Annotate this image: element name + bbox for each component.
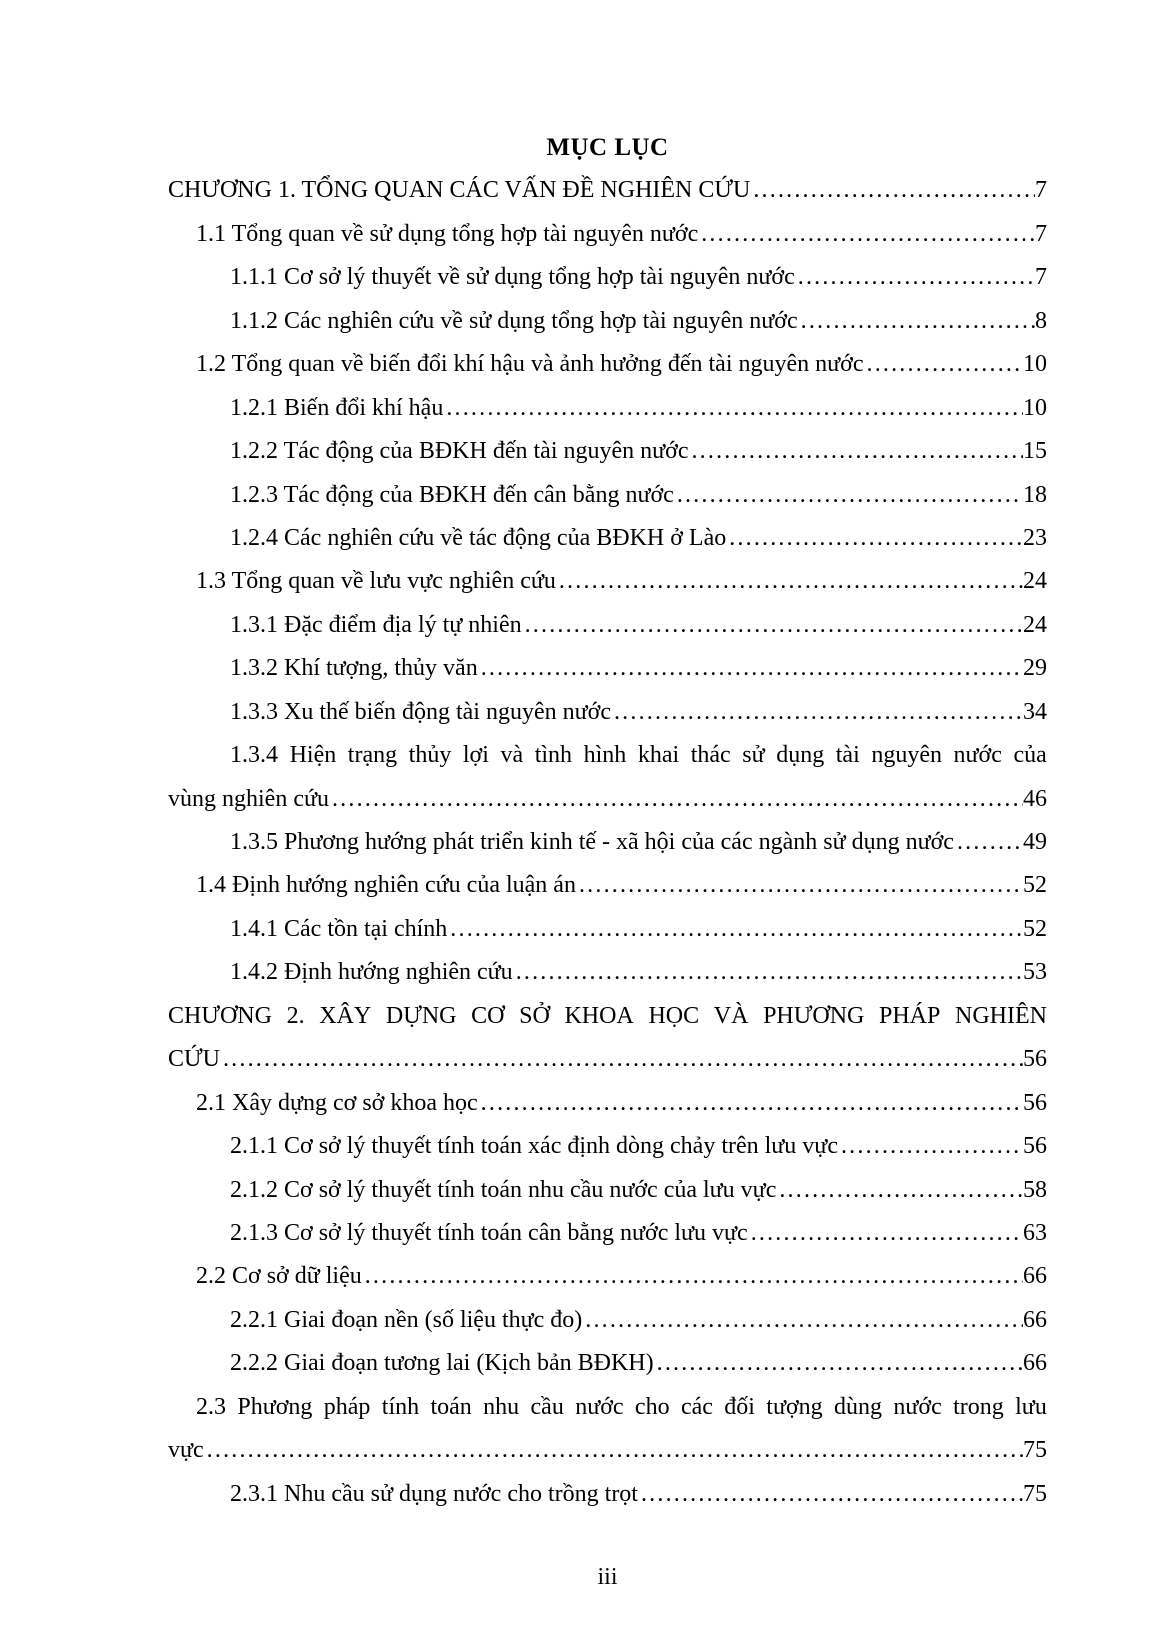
- dot-leader: [798, 300, 1035, 343]
- dot-leader: [478, 1082, 1023, 1125]
- toc-entry: [196, 1082, 1047, 1125]
- dot-leader: [443, 387, 1023, 430]
- toc-word: lưu: [1015, 1393, 1047, 1420]
- toc-word: CƠ: [471, 1002, 505, 1029]
- toc-word: nguyên: [871, 742, 942, 769]
- toc-entry: [230, 1342, 1047, 1385]
- toc-word: trạng: [347, 742, 398, 769]
- toc-entry-text: 2.1.1 Cơ sở lý thuyết tính toán xác định dòng chảy trên lưu vực: [230, 1133, 838, 1160]
- dot-leader: [688, 430, 1023, 473]
- toc-page-number: 8: [1035, 307, 1047, 334]
- toc-word: nhu: [483, 1393, 520, 1420]
- dot-leader: [726, 517, 1023, 560]
- toc-entry: [230, 691, 1047, 734]
- toc-entry: [230, 1169, 1047, 1212]
- toc-entry-continuation: CỨU: [168, 1046, 220, 1073]
- toc-word: trong: [953, 1393, 1004, 1420]
- toc-word: NGHIÊN: [955, 1002, 1047, 1029]
- toc-entry-line2: [168, 778, 1047, 821]
- toc-entry: [230, 387, 1047, 430]
- toc-entry-text: 2.2.1 Giai đoạn nền (số liệu thực đo): [230, 1306, 583, 1333]
- toc-word: của: [1013, 742, 1047, 769]
- toc-entry: [230, 474, 1047, 517]
- dot-leader: [362, 1255, 1023, 1298]
- toc-page-number: 23: [1023, 524, 1047, 551]
- toc-page-number: 53: [1023, 959, 1047, 986]
- toc-entry-text: 1.2.3 Tác động của BĐKH đến cân bằng nước: [230, 481, 674, 508]
- toc-entry: [230, 908, 1047, 951]
- toc-word: nước: [575, 1393, 624, 1420]
- toc-word: pháp: [323, 1393, 371, 1420]
- toc-entry: [230, 517, 1047, 560]
- toc-entry: [230, 1473, 1047, 1516]
- toc-word: tính: [381, 1393, 420, 1420]
- toc-word: khai: [637, 742, 680, 769]
- dot-leader: [513, 951, 1023, 994]
- toc-word: 1.3.4: [230, 742, 278, 769]
- toc-word: thác: [690, 742, 731, 769]
- toc-entry: [230, 430, 1047, 473]
- toc-page-number: 56: [1023, 1133, 1047, 1160]
- toc-word: hình: [583, 742, 627, 769]
- toc-entry-text: 1.2.4 Các nghiên cứu về tác động của BĐKH ở Lào: [230, 524, 727, 551]
- toc-entry: [230, 604, 1047, 647]
- toc-entry: [230, 647, 1047, 690]
- toc-page-number: 66: [1023, 1306, 1047, 1333]
- toc-entry: [196, 213, 1047, 256]
- toc-word: VÀ: [713, 1002, 749, 1029]
- toc-word: DỰNG: [385, 1002, 457, 1029]
- toc-entry: [196, 560, 1047, 603]
- toc-entry-text: 1.3.3 Xu thế biến động tài nguyên nước: [230, 698, 611, 725]
- toc-word: dụng: [776, 742, 825, 769]
- toc-page-number: 63: [1023, 1219, 1047, 1246]
- toc-entry-text: 1.1 Tổng quan về sử dụng tổng hợp tài nguyên nước: [196, 220, 699, 247]
- toc-word: XÂY: [319, 1002, 372, 1029]
- toc-list: [168, 169, 1047, 1516]
- toc-entry: [230, 256, 1047, 299]
- toc-page-number: 24: [1023, 611, 1047, 638]
- toc-page-number: 24: [1023, 568, 1047, 595]
- toc-word: nước: [893, 1393, 942, 1420]
- dot-leader: [204, 1429, 1023, 1472]
- toc-entry-text: 2.3.1 Nhu cầu sử dụng nước cho trồng trọt: [230, 1480, 638, 1507]
- toc-word: lợi: [462, 742, 489, 769]
- toc-word: dùng: [834, 1393, 883, 1420]
- toc-word: sử: [742, 742, 765, 769]
- dot-leader: [220, 1038, 1023, 1081]
- toc-entry-text: 1.3.2 Khí tượng, thủy văn: [230, 655, 478, 682]
- toc-entry: [230, 951, 1047, 994]
- toc-entry-line1: [168, 995, 1047, 1038]
- toc-entry-text: 1.3.1 Đặc điểm địa lý tự nhiên: [230, 611, 522, 638]
- toc-word: Hiện: [289, 742, 337, 769]
- toc-word: KHOA: [564, 1002, 634, 1029]
- toc-entry-text: 2.1.2 Cơ sở lý thuyết tính toán nhu cầu nước của lưu vực: [230, 1176, 777, 1203]
- toc-entry-text: 1.4 Định hướng nghiên cứu của luận án: [196, 872, 576, 899]
- toc-entry: [230, 1299, 1047, 1342]
- toc-page-number: 7: [1035, 220, 1047, 247]
- toc-entry-text: 2.2.2 Giai đoạn tương lai (Kịch bản BĐKH): [230, 1350, 654, 1377]
- toc-page-number: 29: [1023, 655, 1047, 682]
- toc-entry-text: 2.2 Cơ sở dữ liệu: [196, 1263, 362, 1290]
- page-title: MỤC LỤC: [546, 134, 669, 161]
- toc-page-number: 46: [1023, 785, 1047, 812]
- toc-word: PHÁP: [879, 1002, 941, 1029]
- toc-entry: [168, 169, 1047, 212]
- toc-entry-text: 1.3.5 Phương hướng phát triển kinh tế - xã hội của các ngành sử dụng nước: [230, 829, 954, 855]
- toc-word: tài: [835, 742, 860, 769]
- toc-word: nước: [953, 742, 1002, 769]
- toc-page-number: 15: [1023, 438, 1047, 465]
- dot-leader: [611, 691, 1023, 734]
- toc-entry-continuation: vực: [168, 1437, 204, 1464]
- dot-leader: [576, 864, 1023, 907]
- dot-leader: [795, 256, 1035, 299]
- dot-leader: [674, 474, 1023, 517]
- toc-entry-line1: [230, 734, 1047, 777]
- dot-leader: [654, 1342, 1023, 1385]
- toc-word: các: [680, 1393, 713, 1420]
- toc-word: 2.: [286, 1002, 305, 1029]
- toc-entry: [230, 821, 1047, 864]
- toc-page-number: 52: [1023, 915, 1047, 942]
- dot-leader: [522, 604, 1023, 647]
- toc-entry-text: CHƯƠNG 1. TỔNG QUAN CÁC VẤN ĐỀ NGHIÊN CỨU: [168, 177, 751, 204]
- toc-entry: [230, 300, 1047, 343]
- toc-page-number: 34: [1023, 698, 1047, 725]
- toc-entry-text: 1.3 Tổng quan về lưu vực nghiên cứu: [196, 568, 556, 595]
- toc-page-number: 10: [1023, 351, 1047, 378]
- toc-page-number: 18: [1023, 481, 1047, 508]
- toc-entry-text: 1.2 Tổng quan về biến đổi khí hậu và ảnh hưởng đến tài nguyên nước: [196, 351, 864, 378]
- toc-page-number: 49: [1023, 829, 1047, 855]
- toc-word: tượng: [766, 1393, 823, 1420]
- toc-page-number: 7: [1035, 177, 1047, 204]
- toc-word: CHƯƠNG: [168, 1002, 272, 1029]
- dot-leader: [447, 908, 1023, 951]
- dot-leader: [864, 343, 1024, 386]
- toc-word: đối: [724, 1393, 755, 1420]
- toc-entry-line1: [196, 1386, 1047, 1429]
- toc-entry: [230, 1125, 1047, 1168]
- toc-word: PHƯƠNG: [763, 1002, 865, 1029]
- toc-page-number: 58: [1023, 1176, 1047, 1203]
- toc-word: HỌC: [648, 1002, 700, 1029]
- toc-word: 2.3: [196, 1393, 226, 1420]
- toc-word: Phương: [237, 1393, 313, 1420]
- dot-leader: [698, 213, 1035, 256]
- toc-entry-text: 1.1.1 Cơ sở lý thuyết về sử dụng tổng hợp tài nguyên nước: [230, 264, 795, 291]
- toc-entry-text: 1.2.1 Biến đổi khí hậu: [230, 394, 444, 421]
- dot-leader: [776, 1169, 1023, 1212]
- toc-entry-text: 1.2.2 Tác động của BĐKH đến tài nguyên nước: [230, 438, 689, 465]
- toc-entry: [196, 864, 1047, 907]
- dot-leader: [748, 1212, 1023, 1255]
- toc-word: cầu: [530, 1393, 564, 1420]
- toc-entry-text: 2.1 Xây dựng cơ sở khoa học: [196, 1089, 478, 1116]
- toc-entry: [230, 1212, 1047, 1255]
- toc-page-number: 56: [1023, 1046, 1047, 1073]
- toc-page-number: 66: [1023, 1263, 1047, 1290]
- toc-content: [168, 126, 1047, 1516]
- toc-page-number: 7: [1035, 264, 1047, 291]
- toc-page-number: 75: [1023, 1437, 1047, 1464]
- toc-page-number: 10: [1023, 394, 1047, 421]
- dot-leader: [329, 778, 1023, 821]
- dot-leader: [478, 647, 1023, 690]
- toc-word: và: [500, 742, 524, 769]
- toc-entry-line2: [168, 1429, 1047, 1472]
- toc-word: tình: [534, 742, 573, 769]
- toc-entry-text: 2.1.3 Cơ sở lý thuyết tính toán cân bằng nước lưu vực: [230, 1219, 748, 1246]
- toc-entry: [196, 1255, 1047, 1298]
- dot-leader: [638, 1473, 1023, 1516]
- toc-page-number: 52: [1023, 872, 1047, 899]
- toc-entry-line2: [168, 1038, 1047, 1081]
- dot-leader: [838, 1125, 1023, 1168]
- dot-leader: [582, 1299, 1023, 1342]
- toc-entry-text: 1.1.2 Các nghiên cứu về sử dụng tổng hợp tài nguyên nước: [230, 307, 798, 334]
- toc-entry-text: 1.4.2 Định hướng nghiên cứu: [230, 959, 513, 986]
- toc-entry-continuation: vùng nghiên cứu: [168, 785, 329, 812]
- toc-word: thủy: [408, 742, 452, 769]
- toc-word: cho: [634, 1393, 670, 1420]
- dot-leader: [954, 821, 1023, 864]
- toc-entry-text: 1.4.1 Các tồn tại chính: [230, 915, 448, 942]
- toc-word: SỞ: [519, 1002, 550, 1029]
- toc-entry: [196, 343, 1047, 386]
- page-number-footer: iii: [597, 1564, 618, 1590]
- dot-leader: [750, 169, 1035, 212]
- toc-word: toán: [430, 1393, 472, 1420]
- dot-leader: [556, 560, 1023, 603]
- toc-page-number: 75: [1023, 1480, 1047, 1507]
- toc-page-number: 56: [1023, 1089, 1047, 1116]
- toc-page-number: 66: [1023, 1350, 1047, 1377]
